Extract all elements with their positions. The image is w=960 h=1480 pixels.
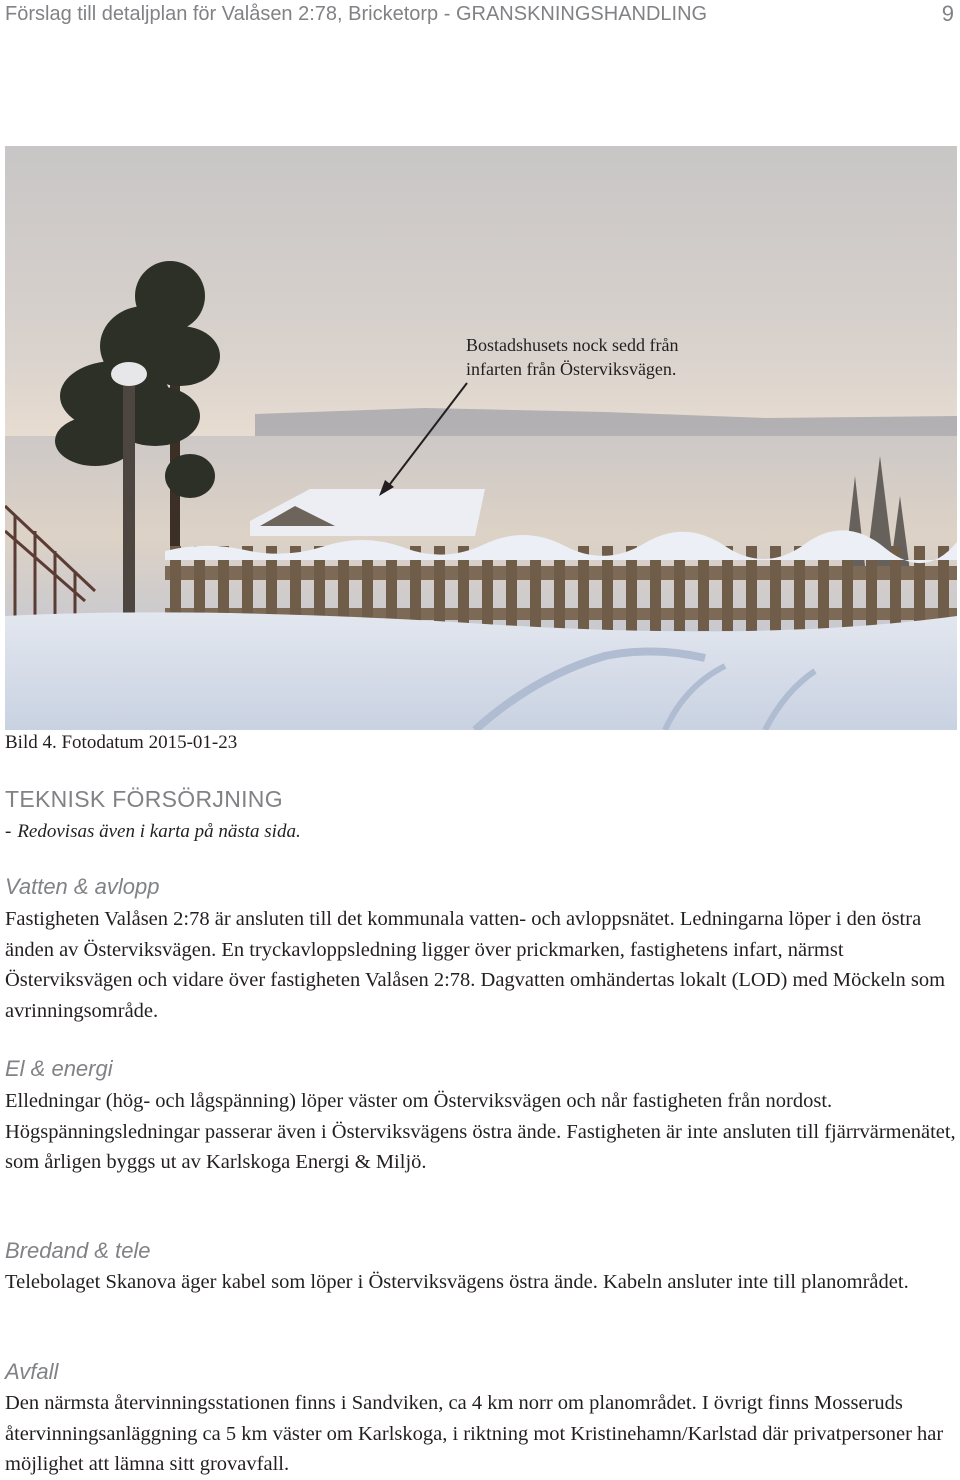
section-title: TEKNISK FÖRSÖRJNING <box>5 786 283 812</box>
heading-avfall: Avfall <box>5 1359 59 1384</box>
photo-caption-line: infarten från Österviksvägen. <box>466 359 677 379</box>
note-dash: - <box>5 821 12 842</box>
section-note <box>5 820 301 844</box>
paragraph-energi: Elledningar (hög- och lågspänning) löper väster om Österviksvägen och når fastigheten från nordost. Högspänningsledningar passerar även i Österviksvägens östra ände. Fastigheten är inte ansluten till fjärrvärmenätet, som årligen byggs ut av Karlskoga Energi & Miljö. <box>5 1090 956 1173</box>
heading-vatten: Vatten & avlopp <box>5 874 160 899</box>
note-text: Redovisas även i karta på nästa sida. <box>17 821 301 842</box>
heading-energi: El & energi <box>5 1056 113 1081</box>
photo-caption-line: Bostadshusets nock sedd från <box>466 335 679 355</box>
paragraph-bredband: Telebolaget Skanova äger kabel som löper i Österviksvägens östra ände. Kabeln ansluter inte till planområdet. <box>5 1271 909 1293</box>
document-header-title: Förslag till detaljplan för Valåsen 2:78, Bricketorp - GRANSKNINGSHANDLING <box>5 3 708 25</box>
figure-caption: Bild 4. Fotodatum 2015-01-23 <box>5 732 238 753</box>
heading-bredband: Bredand & tele <box>5 1238 151 1263</box>
photo-caption <box>466 333 678 381</box>
paragraph-avfall: Den närmsta återvinningsstationen finns i Sandviken, ca 4 km norr om planområdet. I övrigt finns Mosseruds återvinningsanläggning ca 5 km väster om Karlskoga, i riktning mot Kristinehamn/Karlstad där privatpersoner har möjlighet att lämna sitt grovavfall. <box>5 1392 944 1475</box>
paragraph-vatten: Fastigheten Valåsen 2:78 är ansluten till det kommunala vatten- och avloppsnätet. Ledningarna löper i den östra änden av Österviksvägen. En tryckavloppsledning ligger över prickmarken, fastighetens infart, närmst Österviksvägen och vidare över fastigheten Valåsen 2:78. Dagvatten omhändertas lokalt (LOD) med Möckeln som avrinningsområde. <box>5 908 946 1022</box>
winter-photo <box>5 146 957 730</box>
page-number: 9 <box>941 1 954 26</box>
